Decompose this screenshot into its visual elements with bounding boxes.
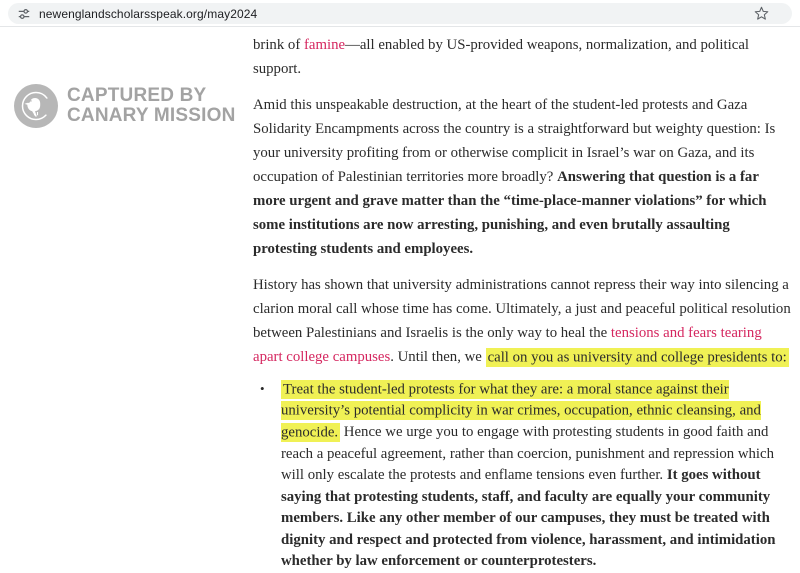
inline-link[interactable]: tensions and fears tearing apart college campuses	[253, 325, 762, 365]
paragraph	[253, 33, 794, 81]
site-settings-icon[interactable]	[17, 7, 31, 21]
text-run: It goes without saying that protesting students, staff, and faculty are equally your community members. Like any other member of our campuses, they must be treated with dignity and respect and protected from violence, harassment, and intimidation whether by law enforcement or counterprotesters.	[281, 467, 776, 569]
watermark-line1: CAPTURED BY	[67, 85, 207, 106]
browser-toolbar	[0, 0, 800, 27]
address-bar[interactable]	[8, 3, 792, 24]
inline-link[interactable]: famine	[303, 37, 346, 53]
text-run: . Until then, we	[390, 349, 486, 365]
canary-mission-watermark	[14, 84, 236, 128]
canary-bird-icon	[14, 84, 58, 128]
watermark-line2: CANARY MISSION	[67, 105, 236, 126]
article-body	[253, 27, 794, 573]
text-run: Hence we urge you to engage with protesting students in good faith and reach a peaceful agreement, rather than coercion, punishment and repression which will only escalate the protests and enflame tensions even further.	[281, 424, 775, 483]
text-run: History has shown that university administrations cannot repress their way into silencing a clarion moral call whose time has come. Ultimately, a just and peaceful political resolution between Palestinians and Israelis is the only way to heal the	[253, 277, 791, 341]
url-text[interactable]: newenglandscholarsspeak.org/may2024	[39, 6, 258, 21]
highlighted-text: call on you as university and college presidents to:	[487, 349, 787, 365]
text-run: —all enabled by US-provided weapons, normalization, and political support.	[253, 37, 749, 77]
text-run: Amid this unspeakable destruction, at the heart of the student-led protests and Gaza Solidarity Encampments across the country is a straightforward but weighty question: Is your university profiting from or otherwise complicit in Israel’s war on Gaza, and its occupation of Palestinian territories more broadly?	[253, 97, 776, 185]
paragraph	[253, 93, 794, 261]
list-item	[253, 379, 794, 573]
paragraph	[253, 273, 794, 369]
bookmark-star-icon[interactable]	[754, 6, 769, 21]
highlighted-text: Treat the student-led protests for what they are: a moral stance against their university’s potential complicity in war crimes, occupation, ethnic cleansing, and genocide.	[281, 381, 761, 440]
text-run: Answering that question is a far more urgent and grave matter than the “time-place-manner violations” for which some institutions are now arresting, punishing, and even brutally assaulting protesting students and employees.	[253, 169, 767, 257]
text-run: brink of	[253, 37, 304, 53]
bullet-list	[253, 379, 794, 573]
